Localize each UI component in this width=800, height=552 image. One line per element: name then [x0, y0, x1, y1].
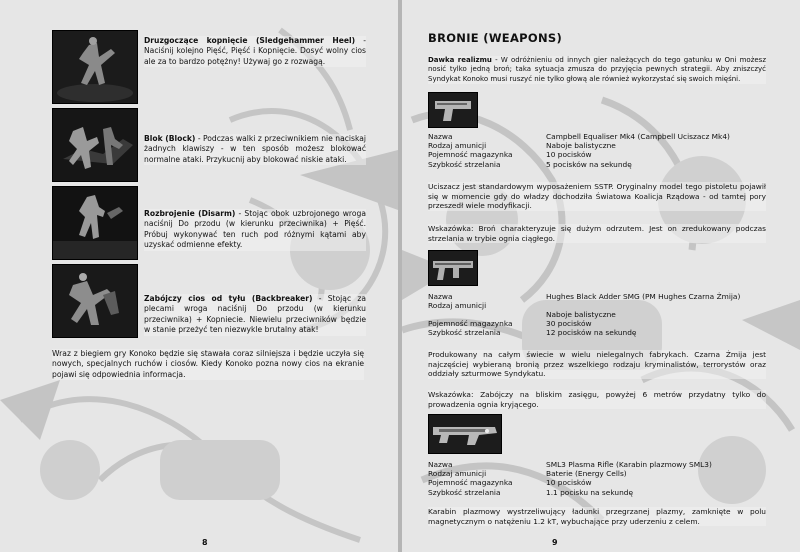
stat-label: Szybkość strzelania [428, 487, 501, 497]
stat-label: Nazwa [428, 292, 453, 301]
move-name: Druzgoczące kopnięcie (Sledgehammer Heel) [144, 36, 356, 45]
move-entry [52, 30, 368, 102]
stat-value: 30 pocisków [546, 319, 592, 329]
move-description [144, 134, 366, 165]
right-page [402, 0, 800, 552]
stat-label: Rodzaj amunicji [428, 469, 487, 479]
move-entry [52, 264, 368, 336]
weapon-tip: Wskazówka: Broń charakteryzuje się dużym odrzutem. Jest on zredukowany podczas strzelania w trybie ognia ciągłego. [428, 224, 766, 243]
move-text: - Stojąc za plecami wroga naciśnij Do przodu (w kierunku przeciwnika) + Kopniecie. Niewielu przeciwników będzie w stanie przeżyć ten niezwykle brutalny atak! [144, 294, 366, 335]
stat-value: 1.1 pocisku na sekundę [546, 487, 633, 497]
move-description [144, 36, 366, 67]
stat-value: Campbell Equaliser Mk4 (Campbell Uciszacz Mk4) [546, 132, 730, 141]
stat-value: 10 pocisków [546, 478, 592, 488]
weapon-image [428, 250, 478, 286]
move-text: - Stojąc obok uzbrojonego wroga naciśnij Do przodu (w kierunku przeciwnika) + Pięść. Próbuj wykonywać ten ruch pod różnymi kątami aby uzyskać odmienne efekty. [144, 209, 366, 250]
weapon-image [428, 92, 478, 128]
stat-label: Pojemność magazynka [428, 478, 513, 488]
stat-label: Nazwa [428, 460, 453, 469]
move-screenshot [52, 108, 138, 182]
weapon-description: Uciszacz jest standardowym wyposażeniem SSTP. Oryginalny model tego pistoletu pojawił się w momencie gdy do władzy dochodziła Światowa Koalicja Rządowa - od tamtej pory przeszedł wiele modyfikacji. [428, 182, 766, 211]
intro-text [428, 56, 766, 84]
weapon-image [428, 414, 502, 454]
weapon-description: Karabin plazmowy wystrzeliwujący ładunki przegrzanej plazmy, zamknięte w polu magnetycznym o natężeniu 1.2 kT, wybuchające przy uderzeniu z celem. [428, 507, 766, 526]
move-description [144, 209, 366, 251]
stat-value: SML3 Plasma Rifle (Karabin plazmowy SML3) [546, 460, 712, 469]
stat-value: 5 pocisków na sekundę [546, 159, 632, 169]
page-number: 9 [552, 538, 558, 547]
move-text: - Naciśnij kolejno Pięść, Pięść i Kopnięcie. Dosyć wolny cios ale za to bardzo potężny! Używaj go z rozwagą. [144, 36, 367, 66]
stat-label: Rodzaj amunicji [428, 301, 487, 311]
weapon-stats [428, 292, 768, 338]
stat-label: Nazwa [428, 132, 453, 141]
left-page [0, 0, 398, 552]
move-screenshot [52, 186, 138, 260]
move-name: Blok (Block) [144, 134, 196, 143]
stat-value: Naboje balistyczne [546, 310, 616, 320]
move-text: - Podczas walki z przeciwnikiem nie naciskaj żadnych klawiszy - w ten sposób możesz blokować normalne ataki. Przykucnij aby blokować niskie ataki. [144, 134, 366, 164]
weapon-stats [428, 460, 768, 497]
stat-label: Szybkość strzelania [428, 328, 501, 338]
stat-label: Szybkość strzelania [428, 159, 501, 169]
move-screenshot [52, 264, 138, 338]
move-name: Rozbrojenie (Disarm) [144, 209, 236, 218]
move-entry [52, 186, 368, 258]
page-number: 8 [202, 538, 208, 547]
move-name: Zabójczy cios od tyłu (Backbreaker) [144, 294, 313, 303]
stat-value: 12 pocisków na sekundę [546, 328, 637, 338]
stat-label: Pojemność magazynka [428, 150, 513, 160]
move-screenshot [52, 30, 138, 104]
move-description [144, 294, 366, 336]
weapon-tip: Wskazówka: Zabójczy na bliskim zasięgu, powyżej 6 metrów przydatny tylko do prowadzenia ognia kryjącego. [428, 390, 766, 409]
weapon-description: Produkowany na całym świecie w wielu nielegalnych fabrykach. Czarna Żmija jest najczęściej wybieraną bronią przez wszelkiego rodzaju kryminalistów, terrorystów oraz oddziały szturmowe Syndykatu. [428, 350, 766, 379]
moves-summary-text: Wraz z biegiem gry Konoko będzie się stawała coraz silniejsza i będzie uczyła się nowych, specjalnych ruchów i ciosów. Kiedy Konoko pozna nowy cios na ekranie pojawi się odpowiednia informacja. [52, 349, 364, 379]
stat-value: Hughes Black Adder SMG (PM Hughes Czarna Żmija) [546, 292, 741, 301]
stat-value: 10 pocisków [546, 150, 592, 160]
stat-label: Pojemność magazynka [428, 319, 513, 329]
stat-label: Rodzaj amunicji [428, 141, 487, 151]
stat-value: Baterie (Energy Cells) [546, 469, 627, 479]
weapon-stats [428, 132, 768, 169]
move-entry [52, 108, 368, 180]
intro-heading: Dawka realizmu [428, 56, 492, 64]
stat-value: Naboje balistyczne [546, 141, 616, 151]
page-title: BRONIE (WEAPONS) [428, 31, 563, 45]
intro-body: - W odróżnieniu od innych gier należących do tego gatunku w Oni możesz nosić tylko jedną broń; taka sytuacja zmusza do przyjęcia pewnych strategii. Aby zniszczyć Syndykat Konoko musi ruszyć nie tylko głową ale również wykorzystać się swoich mięśni. [428, 56, 767, 83]
